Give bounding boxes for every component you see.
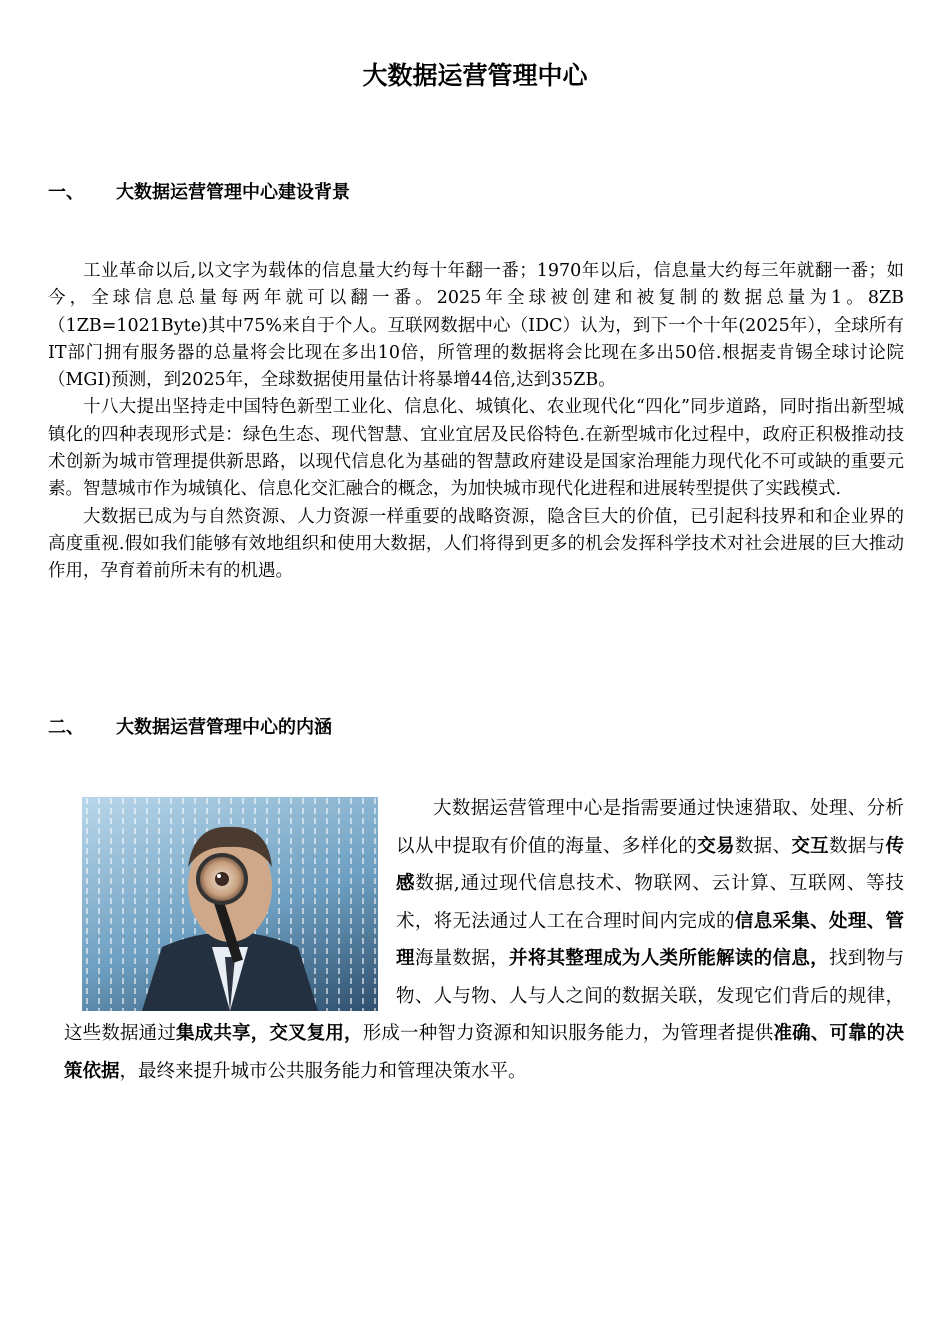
text-run: 数据与 xyxy=(828,835,886,857)
section-number-1: 一、 xyxy=(48,182,84,203)
section-number-2: 二、 xyxy=(48,717,84,738)
section-title-1: 大数据运营管理中心建设背景 xyxy=(116,182,350,203)
bold-text-run: 集成共享，交叉复用， xyxy=(176,1023,363,1044)
bold-text-run: 交易 xyxy=(697,835,735,857)
man-with-magnifier-image xyxy=(82,797,378,1011)
bold-text-run: 交互 xyxy=(791,835,829,857)
text-run: 大数据运营管理中心是指需要通过快速猎取、处理、分析以从中提取有价值的海量、多样化的 xyxy=(396,798,904,857)
text-run: 找到物与物、人与物、人与人之间的数据关联，发现它们背后的规律，这些数据通过 xyxy=(64,948,904,1044)
binary-code-illustration xyxy=(82,797,378,1011)
section-1-body xyxy=(48,258,904,586)
paragraph: 工业革命以后,以文字为载体的信息量大约每十年翻一番；1970年以后，信息量大约每三年就翻一番；如今，全球信息总量每两年就可以翻一番。2025年全球被创建和被复制的数据总量为1。8ZB（1ZB=1021Byte)其中75%来自于个人。互联网数据中心（IDC）认为，到下一个十年(2025年），全球所有IT部门拥有服务器的总量将会比现在多出10倍，所管理的数据将会比现在多出50倍.根据麦肯锡全球讨论院（MGI)预测，到2025年，全球数据使用量估计将暴增44倍,达到35ZB。 xyxy=(48,261,904,391)
section-heading-2 xyxy=(48,713,332,739)
section-heading-1 xyxy=(48,178,350,204)
document-title: 大数据运营管理中心 xyxy=(362,61,588,90)
text-run: ，最终来提升城市公共服务能力和管理决策水平。 xyxy=(119,1060,527,1082)
text-run: 数据,通过现代信息技术、物联网、云计算、互联网、等技术，将无法通过人工在合理时间内完成的 xyxy=(396,873,904,932)
bold-text-run: 准确、可靠的决策依据 xyxy=(64,1023,904,1082)
text-run: 海量数据， xyxy=(414,948,509,969)
bold-text-run: 传感 xyxy=(396,835,904,894)
paragraph: 十八大提出坚持走中国特色新型工业化、信息化、城镇化、农业现代化“四化”同步道路，同时指出新型城镇化的四种表现形式是：绿色生态、现代智慧、宜业宜居及民俗特色.在新型城市化过程中，政府正积极推动技术创新为城市管理提供新思路，以现代信息化为基础的智慧政府建设是国家治理能力现代化不可或缺的重要元素。智慧城市作为城镇化、信息化交汇融合的概念，为加快城市现代化进程和进展转型提供了实践模式. xyxy=(48,397,904,500)
bold-text-run: 并将其整理成为人类所能解读的信息， xyxy=(508,948,829,969)
text-run: 形成一种智力资源和知识服务能力，为管理者提供 xyxy=(362,1023,774,1044)
bold-text-run: 信息采集、处理、管理 xyxy=(396,910,904,969)
section-title-2: 大数据运营管理中心的内涵 xyxy=(116,717,332,738)
text-run: 数据、 xyxy=(734,835,792,857)
paragraph: 大数据已成为与自然资源、人力资源一样重要的战略资源，隐含巨大的价值，已引起科技界和和企业界的高度重视.假如我们能够有效地组织和使用大数据，人们将得到更多的机会发挥科学技术对社会进展的巨大推动作用，孕育着前所未有的机遇。 xyxy=(48,506,904,582)
section-2-body xyxy=(64,790,904,1090)
